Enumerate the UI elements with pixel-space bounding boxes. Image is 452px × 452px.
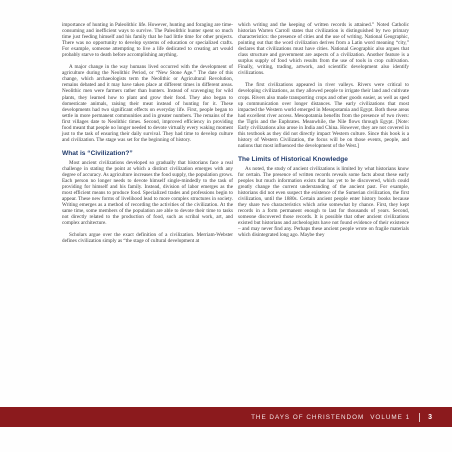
section-heading: What is “Civilization?”: [62, 149, 133, 157]
left-column: [62, 22, 233, 245]
paragraph: Scholars argue over the exact definition of a civilization. Merriam-Webster defines civilization simply as “the stage of cultural development at: [62, 232, 233, 245]
paragraph: The first civilizations appeared in river valleys. Rivers were critical to developing civilizations, as they allowed people to irrigate their land and cultivate crops. Rivers also made transporting crops and other goods easier, as well as sped up communication over longer distances. The early civilizations that most impacted the Western world emerged in Mesopotamia and Egypt. Both these areas had excellent river access. Mesopotamia benefits from the presence of two rivers: the Tigris and the Euphrates. Meanwhile, the Nile flows through Egypt. [Note: Early civilizations also arose in India and China. However, they are not covered in this textbook as they did not directly impact Western culture. Since this book is a history of Western Civilization, the focus will be on those events, people, and nations that most influenced the development of the West.]: [238, 82, 409, 149]
paragraph: As noted, the study of ancient civilizations is limited by what historians know for certain. The presence of written records reveals some facts about these early peoples but much information exists that has yet to be discovered, which could greatly change the current understanding of the ancient past. For example, historians did not even suspect the existence of the Sumerian civilization, the first civilization, until the 1880s. Certain ancient people enter history books because they share two characteristics which arise somewhat by chance. First, they kept records in a form permanent enough to last for thousands of years. Second, someone discovered those records. It is possible that other ancient civilizations existed but historians and archeologists have not found evidence of their existence – and may never find any. Perhaps these ancient people wrote on fragile materials which disintegrated long ago. Maybe they: [238, 165, 409, 239]
section-heading: The Limits of Historical Knowledge: [238, 155, 348, 163]
paragraph: which writing and the keeping of written records is attained.” Noted Catholic historian Warren Carroll states that civilization is distinguished by two primary characteristics: the presence of cities and the use of writing. National Geographic, pointing out that the word civilization derives from a Latin word meaning “city,” declares that civilizations must have cities. National Geographic also argues that class structure and government are aspects of a civilization. Another feature is a surplus supply of food which results from the use of tools in crop cultivation. Finally, writing, trading, artwork, and scientific development also identify civilizations.: [238, 22, 409, 77]
paragraph: importance of hunting in Paleolithic life. However, hunting and foraging are time-consuming and inefficient ways to survive. The Paleolithic hunter spent so much time just feeding himself and his family that he had little time for other projects. There was no opportunity to develop systems of education or specialized crafts. For example, someone attempting to live a life dedicated to creating art would probably starve to death before accomplishing anything.: [62, 22, 233, 59]
page-number: 3: [428, 413, 432, 421]
right-column: [238, 22, 409, 239]
page-footer: [0, 407, 452, 427]
paragraph: A major change in the way humans lived occurred with the development of agriculture during the Neolithic Period, or “New Stone Age.” The date of this change, which archaeologists term the Neolithic or Agricultural Revolution, remains debated and it may have taken place at different times in different areas. Neolithic men were farmers rather than hunters. Instead of scavenging for wild plants, they learned how to plant and grow their food. They also began to domesticate animals, raising their meat instead of hunting for it. These developments had two significant effects on everyday life. First, people began to settle in more permanent communities and in greater numbers. The remains of the first villages date to Neolithic times. Second, improved efficiency in providing food meant that people no longer needed to devote virtually every waking moment just to the task of ensuring their daily survival. They had time to develop culture and civilization. The stage was set for the beginning of history.: [62, 64, 233, 143]
footer-divider: [419, 413, 420, 422]
paragraph: Most ancient civilizations developed so gradually that historians face a real challenge in stating the point at which a distinct civilization emerges with any degree of accuracy. As agriculture increases the food supply, the population grows. Each person no longer needs to devote himself single-mindedly to the task of providing for himself and his family. Instead, division of labor emerges as the most efficient means to produce food. Specialized trades and professions begin to appear. These new forms of livelihood lead to more complex structures in society. Writing emerges as a method of recording the activities of the civilization. At the same time, some members of the population are able to devote their time to tasks not directly related to the production of food, such as scribal work, art, and complex architecture.: [62, 159, 233, 227]
book-title: THE DAYS OF CHRISTENDOM: [251, 413, 365, 421]
volume-label: VOLUME 1: [370, 413, 411, 421]
